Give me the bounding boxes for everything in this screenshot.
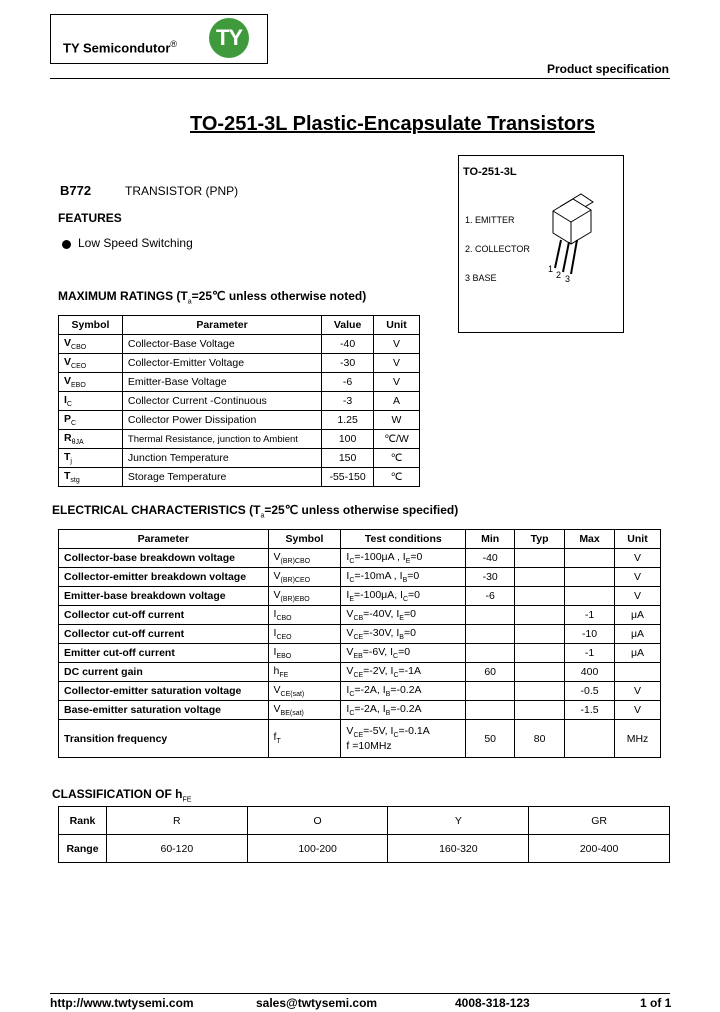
table-row	[59, 430, 420, 449]
max-cell	[565, 587, 615, 606]
max-cell	[565, 568, 615, 587]
col-header: Parameter	[59, 530, 269, 549]
symbol-cell: $I_C$	[59, 392, 123, 411]
min-cell: 60	[466, 663, 515, 682]
electrical-heading: ELECTRICAL CHARACTERISTICS ($T_a=25℃$ unless otherwise specified)	[52, 503, 459, 520]
parameter-cell: Storage Temperature	[122, 468, 321, 487]
typ-cell	[515, 606, 565, 625]
parameter-cell: Collector-Base Voltage	[122, 335, 321, 354]
max-cell: -10	[565, 625, 615, 644]
to251-package-icon	[543, 186, 613, 286]
col-header: Test conditions	[341, 530, 466, 549]
part-type: TRANSISTOR (PNP)	[125, 184, 239, 198]
table-row	[59, 568, 661, 587]
range-cell: 160-320	[388, 835, 529, 863]
condition-cell: $V_{CE}=-5V$, $I_C=-0.1A$ f =10MHz	[341, 720, 466, 758]
condition-cell: $I_C=-10mA$ , $I_B=0$	[341, 568, 466, 587]
product-specification-label: Product specification	[546, 62, 669, 76]
pin-2-label: 2. COLLECTOR	[465, 244, 530, 254]
parameter-cell: Emitter-base breakdown voltage	[59, 587, 269, 606]
footer-divider	[50, 993, 670, 994]
feature-item: Low Speed Switching	[78, 236, 193, 250]
typ-cell	[515, 549, 565, 568]
max-cell: -0.5	[565, 682, 615, 701]
ty-logo-icon: TY	[209, 18, 249, 58]
parameter-cell: Transition frequency	[59, 720, 269, 758]
parameter-cell: Emitter-Base Voltage	[122, 373, 321, 392]
typ-cell	[515, 625, 565, 644]
parameter-cell: Emitter cut-off current	[59, 644, 269, 663]
condition-cell: $I_C=-2A$, $I_B=-0.2A$	[341, 682, 466, 701]
table-header-row	[59, 530, 661, 549]
footer-phone: 4008-318-123	[455, 996, 530, 1010]
unit-cell: MHz	[615, 720, 661, 758]
table-row	[59, 354, 420, 373]
electrical-table	[58, 529, 661, 758]
col-header: Symbol	[59, 316, 123, 335]
header-divider	[50, 78, 670, 79]
table-row	[59, 606, 661, 625]
pin-num-2: 2	[556, 270, 562, 280]
max-cell: -1	[565, 644, 615, 663]
footer-email-link[interactable]: sales@twtysemi.com	[256, 996, 378, 1010]
page-title: TO-251-3L Plastic-Encapsulate Transistors	[190, 113, 595, 135]
value-cell: -55-150	[322, 468, 374, 487]
symbol-cell: $V_{BE(sat)}$	[268, 701, 341, 720]
table-row	[59, 549, 661, 568]
min-cell	[466, 606, 515, 625]
rank-cell: GR	[529, 807, 670, 835]
unit-cell: V	[374, 354, 420, 373]
typ-cell	[515, 587, 565, 606]
table-row	[59, 411, 420, 430]
pin-num-3: 3	[565, 274, 571, 284]
col-header: Min	[466, 530, 515, 549]
rank-cell: R	[106, 807, 247, 835]
value-cell: -6	[322, 373, 374, 392]
max-cell	[565, 549, 615, 568]
range-cell: 60-120	[106, 835, 247, 863]
unit-cell	[615, 663, 661, 682]
parameter-cell: Collector-Emitter Voltage	[122, 354, 321, 373]
symbol-cell: $V_{CBO}$	[59, 335, 123, 354]
symbol-cell: $V_{(BR)EBO}$	[268, 587, 341, 606]
typ-cell: 80	[515, 720, 565, 758]
classification-heading: CLASSIFICATION OF $h_{FE}$	[52, 787, 192, 804]
table-row	[59, 587, 661, 606]
footer-url-link[interactable]: http://www.twtysemi.com	[50, 996, 194, 1010]
table-row	[59, 663, 661, 682]
unit-cell: V	[615, 587, 661, 606]
min-cell	[466, 644, 515, 663]
parameter-cell: Collector cut-off current	[59, 606, 269, 625]
symbol-cell: $V_{EBO}$	[59, 373, 123, 392]
table-row	[59, 468, 420, 487]
symbol-cell: $V_{CEO}$	[59, 354, 123, 373]
table-row	[59, 625, 661, 644]
min-cell: -30	[466, 568, 515, 587]
classification-table	[58, 806, 670, 863]
unit-cell: μA	[615, 644, 661, 663]
min-cell	[466, 682, 515, 701]
table-row	[59, 449, 420, 468]
max-cell: 400	[565, 663, 615, 682]
unit-cell: V	[374, 335, 420, 354]
range-cell: 200-400	[529, 835, 670, 863]
pin-1-label: 1. EMITTER	[465, 215, 515, 225]
part-number: B772	[60, 183, 92, 198]
range-row	[59, 835, 670, 863]
min-cell: -40	[466, 549, 515, 568]
min-cell	[466, 625, 515, 644]
typ-cell	[515, 644, 565, 663]
max-cell: -1	[565, 606, 615, 625]
symbol-cell: $V_{(BR)CBO}$	[268, 549, 341, 568]
pin-3-label: 3 BASE	[465, 273, 497, 283]
table-row	[59, 720, 661, 758]
typ-cell	[515, 701, 565, 720]
symbol-cell: $h_{FE}$	[268, 663, 341, 682]
parameter-cell: Collector Current -Continuous	[122, 392, 321, 411]
typ-cell	[515, 663, 565, 682]
value-cell: -30	[322, 354, 374, 373]
parameter-cell: Collector-emitter saturation voltage	[59, 682, 269, 701]
parameter-cell: Collector cut-off current	[59, 625, 269, 644]
unit-cell: A	[374, 392, 420, 411]
rank-label: Rank	[59, 807, 107, 835]
symbol-cell: $T_j$	[59, 449, 123, 468]
symbol-cell: $V_{CE(sat)}$	[268, 682, 341, 701]
rank-cell: Y	[388, 807, 529, 835]
features-heading: FEATURES	[58, 211, 122, 225]
parameter-cell: Collector-emitter breakdown voltage	[59, 568, 269, 587]
condition-cell: $V_{CE}=-2V$, $I_C=-1A$	[341, 663, 466, 682]
symbol-cell: $I_{CBO}$	[268, 606, 341, 625]
col-header: Max	[565, 530, 615, 549]
col-header: Value	[322, 316, 374, 335]
table-row	[59, 701, 661, 720]
condition-cell: $V_{CE}=-30V$, $I_B=0$	[341, 625, 466, 644]
table-row	[59, 373, 420, 392]
unit-cell: μA	[615, 606, 661, 625]
symbol-cell: $f_T$	[268, 720, 341, 758]
table-row	[59, 682, 661, 701]
rank-row	[59, 807, 670, 835]
unit-cell: μA	[615, 625, 661, 644]
value-cell: -3	[322, 392, 374, 411]
symbol-cell: $R_{\theta JA}$	[59, 430, 123, 449]
table-header-row	[59, 316, 420, 335]
max-cell	[565, 720, 615, 758]
symbol-cell: $P_C$	[59, 411, 123, 430]
unit-cell: V	[374, 373, 420, 392]
unit-cell: ℃/W	[374, 430, 420, 449]
col-header: Parameter	[122, 316, 321, 335]
value-cell: 1.25	[322, 411, 374, 430]
brand-name: TY Semicondutor®	[63, 39, 178, 56]
unit-cell: W	[374, 411, 420, 430]
range-label: Range	[59, 835, 107, 863]
typ-cell	[515, 568, 565, 587]
package-box	[458, 155, 624, 333]
parameter-cell: Junction Temperature	[122, 449, 321, 468]
col-header: Symbol	[268, 530, 341, 549]
symbol-cell: $V_{(BR)CEO}$	[268, 568, 341, 587]
unit-cell: V	[615, 682, 661, 701]
bullet-icon	[62, 240, 71, 249]
parameter-cell: Collector-base breakdown voltage	[59, 549, 269, 568]
col-header: Unit	[615, 530, 661, 549]
typ-cell	[515, 682, 565, 701]
value-cell: 100	[322, 430, 374, 449]
unit-cell: V	[615, 549, 661, 568]
brand-logo-box	[50, 14, 268, 64]
symbol-cell: $I_{CEO}$	[268, 625, 341, 644]
table-row	[59, 335, 420, 354]
min-cell: 50	[466, 720, 515, 758]
footer-page: 1 of 1	[640, 996, 672, 1010]
col-header: Unit	[374, 316, 420, 335]
unit-cell: V	[615, 568, 661, 587]
table-row	[59, 644, 661, 663]
min-cell	[466, 701, 515, 720]
package-name: TO-251-3L	[463, 166, 517, 178]
symbol-cell: $T_{stg}$	[59, 468, 123, 487]
condition-cell: $V_{CB}=-40V$, $I_E=0$	[341, 606, 466, 625]
max-cell: -1.5	[565, 701, 615, 720]
condition-cell: $I_C=-100\mu A$ , $I_E=0$	[341, 549, 466, 568]
parameter-cell: Collector Power Dissipation	[122, 411, 321, 430]
max-ratings-table	[58, 315, 420, 487]
range-cell: 100-200	[247, 835, 388, 863]
unit-cell: ℃	[374, 449, 420, 468]
symbol-cell: $I_{EBO}$	[268, 644, 341, 663]
unit-cell: ℃	[374, 468, 420, 487]
condition-cell: $I_E=-100\mu A$, $I_C=0$	[341, 587, 466, 606]
table-row	[59, 392, 420, 411]
unit-cell: V	[615, 701, 661, 720]
value-cell: -40	[322, 335, 374, 354]
col-header: Typ	[515, 530, 565, 549]
parameter-cell: Base-emitter saturation voltage	[59, 701, 269, 720]
max-ratings-heading: MAXIMUM RATINGS ($T_a=25℃$ unless otherwise noted)	[58, 289, 367, 306]
rank-cell: O	[247, 807, 388, 835]
min-cell: -6	[466, 587, 515, 606]
pin-num-1: 1	[548, 264, 554, 274]
parameter-cell: Thermal Resistance, junction to Ambient	[122, 430, 321, 449]
condition-cell: $I_C=-2A$, $I_B=-0.2A$	[341, 701, 466, 720]
value-cell: 150	[322, 449, 374, 468]
parameter-cell: DC current gain	[59, 663, 269, 682]
condition-cell: $V_{EB}=-6V$, $I_C=0$	[341, 644, 466, 663]
